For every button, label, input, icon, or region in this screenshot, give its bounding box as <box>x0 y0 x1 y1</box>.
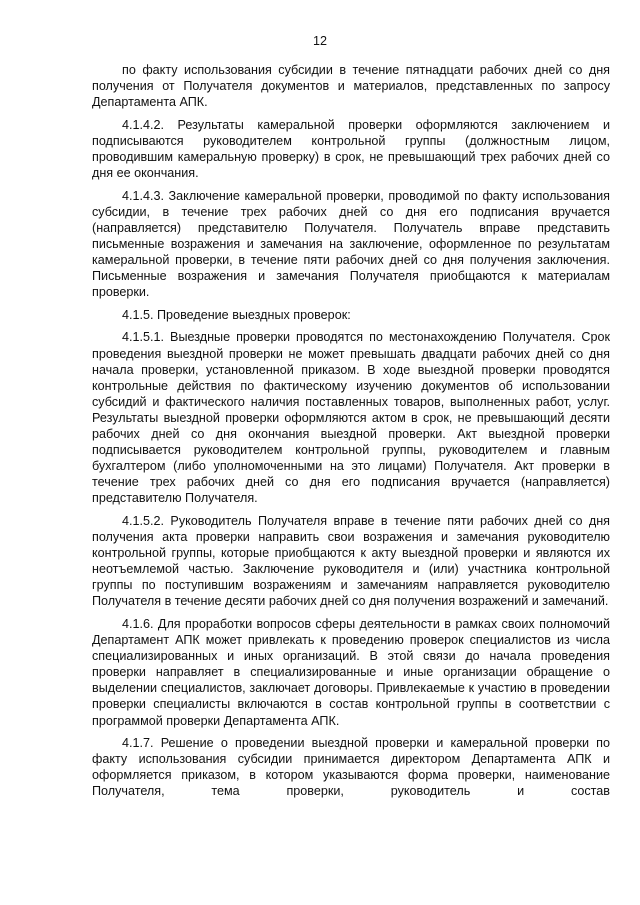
paragraph-4-1-4-3: 4.1.4.3. Заключение камеральной проверки, проводимой по факту использования субсидии, в течение трех рабочих дней со дня его подписания вручается (направляется) представителю Получателя. Получатель вправе представить письменные возражения и замечания на заключение, оформленное по результатам камеральной проверки, в течение пяти рабочих дней со дня получения заключения. Письменные возражения и замечания Получателя приобщаются к материалам проверки. <box>92 188 610 300</box>
paragraph-continuation: по факту использования субсидии в течение пятнадцати рабочих дней со дня получения от Получателя документов и материалов, представленных по запросу Департамента АПК. <box>92 63 610 110</box>
paragraph-4-1-6: 4.1.6. Для проработки вопросов сферы деятельности в рамках своих полномочий Департамент АПК может привлекать к проведению проверок специалистов из числа специализированных и иных организаций. В этой связи до начала проведения проверки направляет в специализированные и иные организации обращение о выделении специалистов, заключает договоры. Привлекаемые к участию в проведении проверки специалисты включаются в состав контрольной группы в соответствии с программой проверки Департамента АПК. <box>92 617 610 728</box>
paragraph-4-1-4-2: 4.1.4.2. Результаты камеральной проверки оформляются заключением и подписываются руководителем контрольной группы (должностным лицом, проводившим камеральную проверку) в срок, не превышающий трех рабочих дней со дня ее окончания. <box>92 117 610 181</box>
paragraph-4-1-7: 4.1.7. Решение о проведении выездной проверки и камеральной проверки по факту использования субсидии принимается директором Департамента АПК и оформляется приказом, в котором указываются форма проверки, наименование Получателя, тема проверки, руководитель и состав <box>92 736 610 799</box>
page-number: 12 <box>312 34 327 48</box>
paragraph-4-1-5-2: 4.1.5.2. Руководитель Получателя вправе в течение пяти рабочих дней со дня получения акта проверки направить свои возражения и замечания руководителю контрольной группы, которые приобщаются к акту выездной проверки и являются их неотъемлемой частью. Заключение руководителя и (или) участника контрольной группы по поступившим возражениям и замечаниям направляется руководителю Получателя в течение десяти рабочих дней со дня получения возражений и замечаний. <box>92 513 610 609</box>
paragraph-4-1-5-1: 4.1.5.1. Выездные проверки проводятся по местонахождению Получателя. Срок проведения выездной проверки не может превышать двадцати рабочих дней со дня начала проверки, установленной приказом. В ходе выездной проверки проводятся контрольные действия по фактическому изучению документов об использовании субсидий и фактического наличия поставленных товаров, выполненных работ, услуг. Результаты выездной проверки оформляются актом в срок, не превышающий десяти рабочих дней со дня окончания выездной проверки. Акт выездной проверки подписывается руководителем контрольной группы, руководителем и главным бухгалтером (либо уполномоченными на это лицами) Получателя. Акт проверки в течение трех рабочих дней со дня его подписания вручается (направляется) представителю Получателя. <box>92 330 610 506</box>
document-body <box>92 62 610 806</box>
paragraph-4-1-5: 4.1.5. Проведение выездных проверок: <box>122 307 351 322</box>
